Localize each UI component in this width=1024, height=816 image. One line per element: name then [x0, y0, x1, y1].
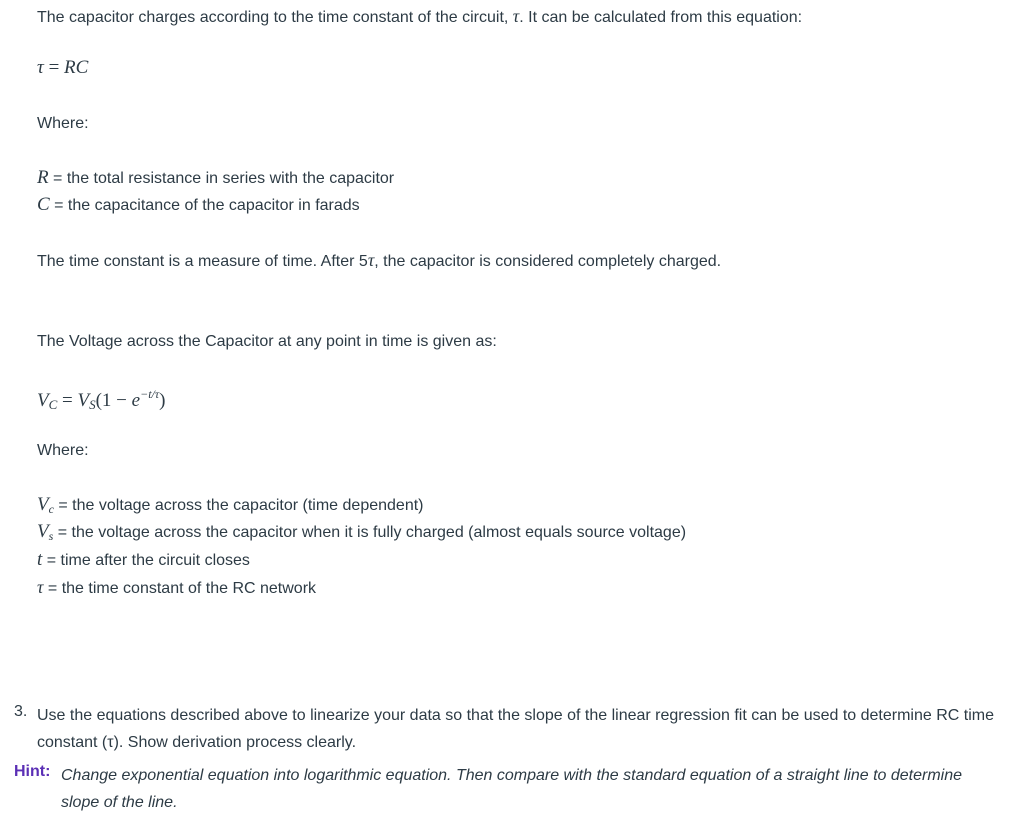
def-c-symbol: C — [37, 194, 50, 215]
eq2-equals: = — [57, 390, 78, 411]
def-t-symbol: t — [37, 549, 43, 570]
hint-label: Hint: — [14, 763, 51, 780]
def-r-text: = the total resistance in series with the capacitor — [48, 170, 395, 187]
equation-tau-rc — [37, 58, 88, 78]
def-t-text: = time after the circuit closes — [42, 552, 250, 569]
def-vc-sub: c — [48, 502, 54, 516]
eq2-v2: V — [77, 390, 90, 411]
definition-r — [37, 168, 394, 189]
where-label-1: Where: — [37, 115, 89, 132]
definition-tau — [37, 577, 316, 599]
definition-t — [37, 550, 250, 571]
definition-vc — [37, 495, 423, 519]
intro-paragraph — [37, 6, 802, 28]
question-number: 3. — [14, 703, 28, 720]
eq2-close: ) — [159, 390, 166, 411]
def-vc-text: = the voltage across the capacitor (time dependent) — [53, 497, 424, 514]
time-const-text: The time constant is a measure of time. After 5 — [37, 253, 368, 270]
def-vc-symbol: V — [37, 494, 49, 515]
eq1-equals: = — [43, 57, 65, 78]
hint-text: Change exponential equation into logarithmic equation. Then compare with the standard equation of a straight line to determine slope of the line. — [61, 767, 963, 811]
def-c-text: = the capacitance of the capacitor in farads — [49, 197, 360, 214]
intro-text: The capacitor charges according to the time constant of the circuit, — [37, 9, 513, 26]
eq1-rhs: RC — [64, 57, 89, 78]
time-constant-paragraph — [37, 250, 721, 272]
definition-c — [37, 195, 360, 216]
equation-capacitor-voltage — [37, 384, 165, 415]
eq1-lhs: τ — [37, 57, 44, 78]
def-tau-text: = the time constant of the RC network — [43, 580, 317, 597]
eq2-exponent: −t/τ — [140, 387, 160, 401]
tau-symbol-2: τ — [367, 250, 375, 270]
intro-text-after: . It can be calculated from this equation: — [519, 9, 803, 26]
eq2-v: V — [37, 390, 49, 411]
eq2-s-sub: S — [89, 397, 96, 412]
definition-vs — [37, 522, 686, 546]
question-text: Use the equations described above to linearize your data so that the slope of the linear regression fit can be used to determine RC time constant (τ). Show derivation process clearly. — [37, 707, 994, 751]
where-label-2: Where: — [37, 442, 89, 459]
voltage-intro: The Voltage across the Capacitor at any point in time is given as: — [37, 333, 497, 350]
eq2-open: (1 − — [95, 390, 132, 411]
def-vs-sub: s — [48, 529, 54, 543]
def-vs-text: = the voltage across the capacitor when it is fully charged (almost equals source voltage) — [53, 524, 687, 541]
def-vs-symbol: V — [37, 521, 49, 542]
eq2-c-sub: C — [48, 397, 58, 412]
def-r-symbol: R — [37, 167, 49, 188]
tau-symbol: τ — [512, 6, 520, 26]
eq2-e: e — [131, 390, 141, 411]
def-tau-symbol: τ — [37, 577, 44, 597]
time-const-text-after: , the capacitor is considered completely charged. — [374, 253, 722, 270]
